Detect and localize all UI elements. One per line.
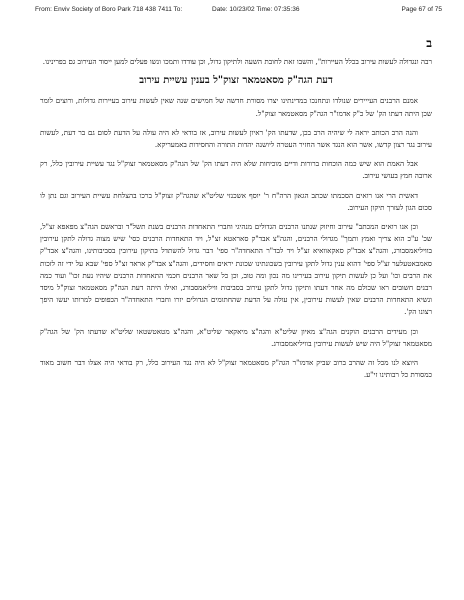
fax-date-time: Date: 10/23/02 Time: 07:35:36 — [212, 6, 300, 13]
section-heading: דעת הגה"ק מסאטמאר זצוק"ל בענין עשיית עירוב — [139, 75, 333, 87]
fax-page-count: Page 67 of 75 — [401, 6, 442, 13]
paragraph-4: דאשית הרי אנו רואים הסכמתו שכתב הגאון הרה"ח ר' יוסף אשכנזי שליט"א שהגה"ק זצוק"ל ברכו בהצלחת עשיית העירוב וגם נתן לו סכום הגון לעזרך תיקון העירוב. — [40, 190, 432, 212]
paragraph-7: היוצא לנו מכל זה שהרב ברוב שביק אדמו"ר הגה"ק מסאטמאר זצוק"ל לא היה נגד העירוב כלל, רק בודאי היה אצלו דבר חשוב מאוד כמסורת כל רבותינו זי"ע. — [40, 358, 432, 380]
paragraph-6: וכן מעידים הרבנים הוקנים הגה"צ מאיון שליט"א והגה"צ מיאקאר שליט"א, והגה"צ מטאטשטאו שליט"א שדעתו הק' של הגה"ק מסאטמאר זצוק"ל היה שיש לעשות עירובין בוויליאמסבורג. — [40, 326, 432, 348]
fax-header — [0, 0, 464, 16]
intro-paragraph: רבה ונגדולה לעשות עירוב בכלל העיירות", והשבו זאת לחובת השעה ולתיקון גדול, וכן עודדו ותמכו ונשו פעלים למען ייסוד העירוב גם בפרינינו. — [42, 57, 432, 66]
paragraph-5: וכן אנו רואים המכתב" עירוב וחיזוק שנתנו הרבנים הגדולים מנהיגי וחברי התאחדות הרבנים בשנת תשל"ד ובראשם הגה"צ מפאפא זצ"ל, שכ' ע"כ הוא צריך ואמץ ותמך" מגדולי הרבנים, והגה"צ אבד"ק סאראטא זצ"ל, ויד התאחדות הרבנים כסי' שיש מצוה גדולה לתקן עירובין בוויליאמסבורג, והגה"צ אבד"ק סאקאוואיא זצ"ל ויד לבד"ר התאחדה"ר ספי' דבר גדול להשתדל בתיקון עירובין בסביבותינו, והגה"צ אבד"ק סאמבאטעלער זצ"ל ספי' דהוא ענין גדול לתקן עירובין בשכונתינו שכונת יראים וחסידים, והגה"צ אבד"ק אראד זצ"ל ספי' שבא על ידי זה לזכות את הרבים וכו' ועל כן לעשות תיקון עירוב בעירינו מה נכון ומה טוב, וכן כל שאר הרבנים חכמי התאחדות הרבנים שיהיו נעת זכו" ועוד כמה רבנים חשובים ראו שכולם מה אחר דעתו ותיקון גדול לתקן עירוב בסביבות וויליאמסבורג, ואילו היתה דעת הגה"ק מסאטמאר זצוק"ל מיסד ונשיא התאחדות הרבנים שאין לעשות עירובין, אין עולה על הדעת שהחתומים הגדולים יזרו וחברי התאחדה"ר הכפופים למרותו יעשו היפך רצונו הק'. — [40, 222, 432, 317]
paragraph-3: אבל האמת הוא שיש כמה הוכחות ברורות ודיים מוכיחות שלא היה דעתו הק' של הגה"ק מסאטמאר זצוק"ל נגד עשיית עירובין כלל, רק ארובה חמץ בעושי עירוב. — [40, 159, 432, 181]
page-letter: ב — [426, 36, 432, 50]
paragraph-2: והנה הרב הכותב יראה לי שיהיה הרב בכן, שדעתו הק' ראיון לעשות עירוב, אז בודאי לא היה עולה על הדעת לסום גם בר דעת, לעשות עירוב נגד רצון קדשו, אשר הוא הנגד אשר החזיר העטרה ליושנה יהדות התורה והחסידות באמעריקא. — [40, 127, 432, 150]
paragraph-1: אמנם הרבנים העייירים שנולדו ונתחנכו במדינתינו יצרו מסורת חדשה של חמישים שנה שאין לעשות עירוב בעיירות גדולות, ורוצים לומר שכן היתה דעתו הק' של כ"ק אדמו"ר הגה"ק מסאטמאר זצוק"ל. — [40, 96, 432, 118]
fax-sender: From: Enviv Society of Boro Park 718 438 7411 To: — [35, 6, 183, 13]
document-body — [40, 56, 432, 388]
document-page — [40, 36, 432, 586]
